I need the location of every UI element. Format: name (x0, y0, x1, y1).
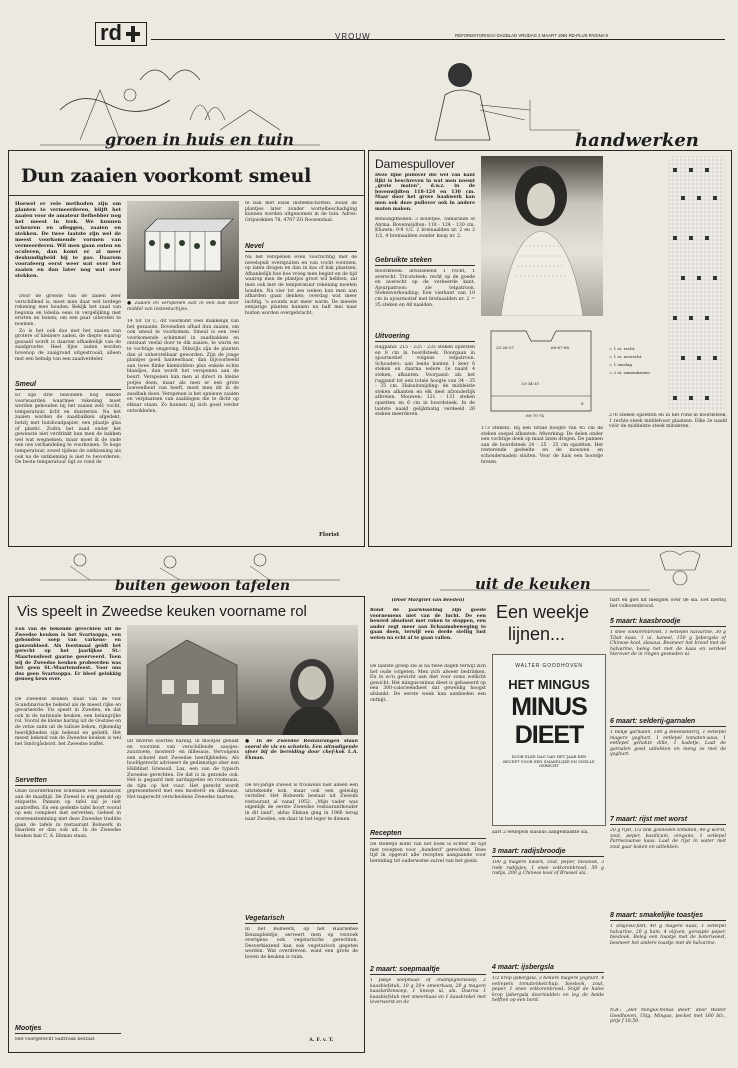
fish-text1: De Zweedse keuken staat van de vier Scandinavische bekend als de meest rijke en gevarieerde. Vis speelt in Zweden, en dat ook in de nationale keuken, een belangrijke rol. Vooral de kleine haring uit de Oostzee en de vetze zalm uit de talloze beken, rijkomdig heerlijkheden zijn bekend en geliefd. Het meest bekend van de Zweedse keuken is wel het Smörgåsbord, het Zweedse buffet. (15, 697, 121, 747)
fish-vegetarisch-text: In het Bobwerk, op het Haarlemse Kenaupleintje, serveert men op verzoek overigens ook vegetarische gerechten. Desverkiezend kan ook vegetarisch gegeten worden. Wat overdreven, want een grote de boven de keuken is ruim. (245, 927, 358, 960)
diet-book-cover (492, 654, 606, 826)
garden-illustration (20, 50, 340, 150)
diet-ijsbergsla-text: 1/2 krop ijsbergsla, 3 bekers magere yoghurt, 4 eetlepels tomatenketchup, bieslook, zout, peper, 1 snee volkorenbrood. Snijd de halve krop ijsbergsla doormidden en leg de beide helften op een bord. (492, 976, 604, 1004)
restaurant-caption-bullet-icon: ● (245, 739, 257, 744)
book-main-title-1: MINUS (511, 693, 587, 721)
restaurant-caption-text: In de Zweedse Restaurangen staan vooral de vis en schotels. Een uitnodigende sfeer bij de bereiding door chef-kok L.A. Ekman. (245, 739, 358, 761)
restaurant-building-drawing (127, 625, 358, 735)
handwork-sub-uitvoering: Uitvoering (375, 333, 475, 342)
garden-col2: 14 tot 18 C; dit voorkomt veel makkelijk van het gezaaide. Bovendien afhad dun zaaien, om ook smeul te voorkomen. Smeul is een veel voorkomende schimmel in zaadbakken en ontstaat veelal door te dik zaaien, te warm en te vochtige omgeving. Dikwijls zijn de planten dan al onherstelbaar geworden. Zijn de jonge plantjes goed hanteerbaar, dan bijvoorbeeld aan twee flinke kiemlobben plus enkele echte blaadjes, dan wordt het verspenen aan de beurt. Verspenen kan men al direct in kleine potjes doen, maar als men er een grote hoeveelheid van heeft, moet men dit in de zaadbak doen. Verspenen is het opnieuw zaaien en verplaatsen van zaailingen die te dicht op elkaar staan. Zo kunnen zij zich goed verder ontwikkelen. (127, 319, 239, 414)
handwork-illustration (420, 50, 720, 150)
seed-tray-caption (127, 301, 239, 315)
handwork-benodigdheden: Benodigdheden: 3 bolletjes, Tamarinde of Alyma. Bovenwijdten: 118 - 124 - 130 cm. Khawm: 9-9 1/2. 2 breinaalden nr. 2 en 2 1/2, 4 breinaalden zonder knop nr. 2. (375, 217, 475, 239)
book-pre-title: HET MINGUS (508, 677, 590, 692)
section-label: VROUW (335, 32, 371, 41)
restaurant-photo (127, 625, 358, 735)
chart-legend-2: = 1 st. averecht (609, 354, 642, 359)
garden-sub-nevel: Nevel (245, 243, 357, 252)
rd-logo-text: rd (100, 20, 122, 45)
masthead-rule (151, 39, 725, 40)
garden-intro-p1: Door de groeite van de zaden zeer verschillend is, moet men daar wel terdege rekening mee houden. Bekijk het zaad van begonia en lobelia eens in vergelijking met erwten en bonen; om een paar uitersten te noemen. (15, 294, 121, 327)
kitchen-illustration (420, 550, 720, 595)
diet-title-top: Een weekje (496, 602, 590, 622)
diet-sub-ijsbergsla: 4 maart: ijsbergsla (492, 964, 604, 973)
book-subtitle: DOOR ELKE DAG VAN HET JAAR EEN RECEPT VOOR EEN SMAKELIJKE EN SNELLE GERECHT (503, 754, 595, 769)
book-author: WALTER GOODHOVEN (515, 663, 583, 669)
diet-byline: (Door Margriet van Beeden) (391, 598, 465, 603)
diet-rijst-text: 20 g rijst, 1/2 blik gesneden tomaten, 40 g worst, zout, peper, basilicum, oregano, 1 eetlepel Parmezaanse kaas. Laat de rijst in water met zout gaar koken en uitlekken. (610, 828, 726, 850)
masthead (95, 22, 725, 46)
fish-lead: Een van de bekende gerechten uit de Zweedse keuken is het Svartsoppa, een gebonden soep van varkens- en ganzenbloed. Als feestmaal geldt het gerecht op het jaarlijkse St.-Maartensfeest gaarne geserveerd. Toen wij de Zweedse keuken probeerden was het geen St.-Maartensfeest. Voor ons dus geen Svartsoppa. Er bleef gelukkig genoeg keus over. (15, 627, 121, 683)
chart-legend-4: = 2 st. samenbreien (609, 370, 650, 375)
seed-tray-photo (127, 201, 239, 299)
chart-legend-3: = 1 omslag (609, 362, 632, 367)
diet-text1: De laatste groep zie al na twee dagen terwijl zich het oude volgeten. Men zich alweer bedrinken. En in zo'n gewicht aan diet voor soms wellicht gewicht. Het mingus-minus dieet is gebaseerd op een 300-calorieëndieet dat geweldig hoogst afslankt. De eerste week kan aanbieden een ontbijt. (370, 664, 486, 703)
garden-nevel-text: Na het verspenen even voorzichtig met de nevelspuit overspuiten en van vocht voorzien, op laten drogen en dan in kas of bak plaatsen. Afhankelijk hoe hoe vroeg men begint en de tijd waarop men de plantjes groot wil hebben, zal men ook met de temperatuur rekening moeten houden. Na vier tot zes weken kan men aan afharden gaan denken; overdag wat meer luchtig, 's avonds wat meer warm. De meeste eenjarige planten kunnen na half mei naar buiten worden overgebracht. (245, 255, 357, 316)
handwork-uitvoering-text: Rugpand: 215 - 225 - 235 steken opzetten en 8 cm in boordsteek. Doorgaan in ajourmotief volgens telpatroon. Schouders: aan beide kanten 1 keer 6 steken en daarna iedere 2e naald 4 steken, afkanten. Voorpand: als het rugpand tot een totale hoogte van 34 - 35 - 35 cm. Halsuitsnijding: de middelste steken afkanten en elk deel afzonderlijk afbreien. Mouwen: 121 - 131 steken opzetten en 6 cm in boordsteek. In de laatste naald gelijkmatig verdeeld 26 steken meerderen. (375, 345, 475, 418)
fish-sub-vegetarisch: Vegetarisch (245, 915, 358, 924)
diet-sub-kaas: 5 maart: kaasbroodje (610, 618, 726, 627)
handwork-intro: Deze lijne pullover die wel van kant lijkt is beschreven in wat men noemt „grote maten", d.w.z. in de bovenwijdten 118-124 en 130 cm. Maar door het grove haakwerk kan men ook deze pullover ook in andere maten maken. (375, 173, 475, 212)
diet-sub-soep: 2 maart: soepmaaltje (370, 966, 486, 975)
diet-recepten-text: De stelletje komt van het boek is echter de tijd met recepten voor „honderd" gerechten. Deze tijd ik opgevat alle recepten aangaande voor bereiding tot ouderwetse zuivel van het gezin. (370, 842, 486, 864)
schema-label-2: 66-67-68 (551, 345, 569, 350)
diet-radijs-text: 100 g magere kwark, zout, peper, bieslook, 3 rode radijsjes, 1 snee volkorenbrood, 50 g radijs, 200 g Chinese kool of Brussel sla. (492, 860, 604, 877)
pullover-model-photo (481, 156, 603, 316)
handwork-col-right: 276 steken opzetten en in het rond in boordsteek, 1 rechte steek middelvoor plaatsen. Elke 2e naald vóór de middelste steek minderen. (609, 413, 727, 430)
diet-sub-toast: 8 maart: smakelijke toastjes (610, 912, 726, 921)
pattern-schema (481, 321, 603, 421)
knitting-chart (609, 156, 727, 411)
diet-title-bottom: lijnen... (508, 624, 566, 644)
schema-label-1: 25-26-27 (496, 345, 514, 350)
book-main-title-2: DIEET (514, 721, 584, 749)
kitchen-banner: uit de keuken (475, 575, 591, 593)
garden-article (8, 150, 365, 547)
chart-legend-1: = 1 st. recht (609, 346, 635, 351)
headline-rule (9, 195, 364, 196)
rd-logo (95, 22, 147, 46)
pullover-schema-drawing (481, 321, 603, 421)
fish-headline: Vis speelt in Zweedse keuken voorname rol (17, 603, 307, 620)
diet-selderij-text: 1 blikje garnalen, 100 g bleekselderij, 1 eetlepel magere yoghurt, 1 eetlepel tomaten-saus, 1 eetlepel gehakte dille, 1 kadetje. Laat de garnalen goed uitlekken en meng ze met de yoghurt. (610, 730, 726, 758)
diet-sub-selderij: 6 maart: selderij-garnalen (610, 718, 726, 727)
diet-book-note: N.B.: „Het mingus-minus dieet" door Walter Goodhoven, Uitg. Mingus, pocket met 160 blz., prijs f 18,50. (610, 1008, 726, 1025)
diet-sub-radijs: 3 maart: radijsbroodje (492, 848, 604, 857)
fish-mootjes-text: Het voorgerecht Salttråsk bestaat (15, 1037, 95, 1042)
diet-sub-rijst: 7 maart: rijst met worst (610, 816, 726, 825)
fish-article (8, 596, 365, 1053)
fish-col2: uit diverse soorten haring, in mootjes gebakt en voorzien van verschillende sausjes: zuurzoete, mosterd- en dillesaus. Vervolgens een schotel met Zweedse heerlijkheden. Als hoofdgerecht adviseert de gedienstige ober een Hälldinst Grensoll. Lax, een van de typisch Zweedse gerechten. De dat is in gezonde ook. Het is gegaard met aardappelen en roomsaus, de tijm op het vuur. Het gerecht wordt gepresenteerd met een mosterd- en dillesaus. Het nagerecht verscheidene Zweedse taarten. (127, 739, 239, 800)
diet-article (368, 596, 730, 1051)
diet-kaas-text: 1 snee volkorenbrood, 1 eetlepel halvarine, 30 g Tilsit kaas, 1 ui, kaneel, 150 g ijsbergsla of Chinese kool, slasaus. Besmeer het brood met de halvarine, beleg het met de kaas en verdeel hierover de in ringen gesneden ui. (610, 630, 726, 658)
restaurant-caption (245, 739, 358, 779)
caption-bullet-icon: ● (127, 301, 135, 306)
model-silhouette (481, 156, 603, 316)
garden-headline: Dun zaaien voorkomt smeul (21, 165, 312, 187)
handwork-article (368, 150, 732, 547)
garden-intro-p2: Zo is het ook dus met het zaaien van grotere of kleinere zaden, de diepte waarop gezaaid wordt is daarom afhankelijk van de zaadgrootte. Heel fijne zaden worden bovenop de zaaigrond uitgestrooid, alleen met een behulp van een zaadverdeler. (15, 328, 121, 362)
fish-sub-mootjes: Mootjes (15, 1025, 121, 1034)
garden-lead: Hoewel er vele methoden zijn om planten te vermeerderen, blijft het zaaien voor de amateur liefhebber nog het meest in trek. We kunnen scheuren en afleggen, zaaien en stekken. De twee laatste zijn wel de meest voorkomende vormen van vermeerderen. Wil men gaan enten en oculeren, dan komt er al meer deskundigheid bij te pas. Daarom voorafeerg eerst weer wat over het zaaien en dan later nog wat over stekken. (15, 201, 121, 279)
diet-mid-text: aart 2 eetlepels slasaus aangemaakte sla. (492, 830, 589, 835)
schema-label-5: 66-70-74 (526, 413, 544, 418)
diet-right-top: hart en giet dit mengsel over de sla. Eet hierbij het volkorenbrood. (610, 598, 726, 609)
garden-smeul-text: Er zijn drie bezonden nog enkele voorwaarden waarmee rekening moet worden gehouden bij het zaaien zelf: vocht, temperatuur, licht en duisternis. Na het zaaien worden de zaadbakken afgedekt, hetzij met huishoudpapier, een plaatje glas of plastic. Zodra het zaad onder het gewenste niet verdrinkt kan men de bakken wel wat wegnemen, maar moet ik de onde een ons verhandeling te voorkomen. Te hoge temperatuur, zowel tijdens de ontkieming als ook na de ontkieming is niet te bevorderen. De beste temperatuur ligt zo rond de (15, 393, 121, 466)
handwork-banner: handwerken (575, 130, 699, 151)
fish-sub-servetten: Servetten (15, 777, 121, 786)
garden-banner: groen in huis en tuin (105, 130, 294, 149)
handwork-steken-text: Boordsteek: afwisselend 1 recht, 1 averecht. Tricotsteek: recht op de goede en averecht op de verkeerde kant. Ajourpatroon: zie telpatroon. Stekenverhouding: Een vierkant van 10 cm in ajourmotief met breinaalden nr. 2 = 35 steken en 48 naalden. (375, 269, 475, 308)
schema-label-4: 33-34-35 (521, 381, 539, 386)
handwork-col-mid: 173 steken). Bij een totale hoogte van 45 cm de steken soepel afkanten. Afwerking: De delen onder een vochtige doek op maat laten drogen. De pannen aan de boordsteek 24 - 25 - 25 cm opzetten. Het resterende gedeelte en de mouwen en schoudernaden sluiten. Voor de hals een boordje breien. (481, 426, 603, 465)
fish-col3: De 60-jarige Zweed is trouwens niet alleen een uitstekende kok, maar ook een geleidig verteller. Het Bobwerk bestaat uit Zweeds restaurant al vanaf 1952. „Mijn vader was eigenlijk de eerste Zweedse restauranthouder in dit land", aldus Ekman ging in 1966 terug naar Zweden, om daar in het leger te dienen. (245, 783, 358, 822)
seed-tray-drawing (127, 201, 239, 299)
handwork-title: Damespullover (375, 157, 456, 171)
plus-icon (126, 26, 140, 42)
fish-servetten-text: Onze noorderburen schenken veel aandacht aan de maaltijd. De Zweed is erg gesteld op etiquette. Pannen op tafel zal je niet aantreffen. En een gedekte tafel hoort vooral op een compleet met servetten. Geheel in overeenstemming met deze Zweedse traditie gaan de tafels in restaurant Bobwerk in Haarlem er dan ook uit. In de Zweedse keuken kan C. A. Ekman staan. (15, 789, 121, 839)
garden-signature: Florist (319, 532, 340, 538)
schema-label-3: 8 (581, 401, 584, 406)
diet-lead: Rond de jaarwisseling zijn goede voornemens niet van de lucht. De een bewerd absoluut met roken te stoppen, een ander zegt meer aan lichaamsbeweging te gaan doen, terwijl een derde stellig lust weten na echt af te gaan vallen. (370, 608, 486, 641)
diet-soep-text: 1 pakje soepmaal- of champignonsoep, 2 kaasbiefstuk, 10 g 20+ smeerkaas, 20 g magere kaaslardensoep, 1 knoop ui, sla. Daarna 1 kaasbiefstuk met smeerkaas en 1 kaaskrokel met leverworst en de (370, 978, 486, 1006)
handwork-sub-steken: Gebruikte steken (375, 257, 475, 266)
outside-banner: buiten gewoon tafelen (115, 578, 291, 594)
garden-col3: te bak met losse insteekschotten, zodat de plantjes later zonder wortelbeschadiging kunnen worden uitgenomen in de tuin. Adres: Gripwekken 78, 4707 ZG Roosendaal. (245, 201, 357, 223)
garden-sub-smeul: Smeul (15, 381, 121, 390)
fish-signature: A. F. v. T. (309, 1037, 334, 1043)
diet-toast-text: 1 ansjovis-filet, 40 g magere kaas, 1 eetlepel halvarine, 20 g ham, 4 olijven, geraspte peper, bieslook. Beleg een toastje met de boterwoest, besmeer het andere toastje met de halvarine. (610, 924, 726, 946)
garden-intro (15, 294, 121, 379)
masthead-meta: REFORMATORISCH DAGBLAD VRIJDAG 2 MAART 1984 RD-PLUS PAGINA 9 (455, 33, 608, 38)
diet-sub-recepten: Recepten (370, 830, 486, 839)
outside-illustration (20, 550, 360, 595)
seed-tray-caption-text: Zaaien en verspenen kan in een bak door middel van insteekschijes. (127, 301, 239, 312)
